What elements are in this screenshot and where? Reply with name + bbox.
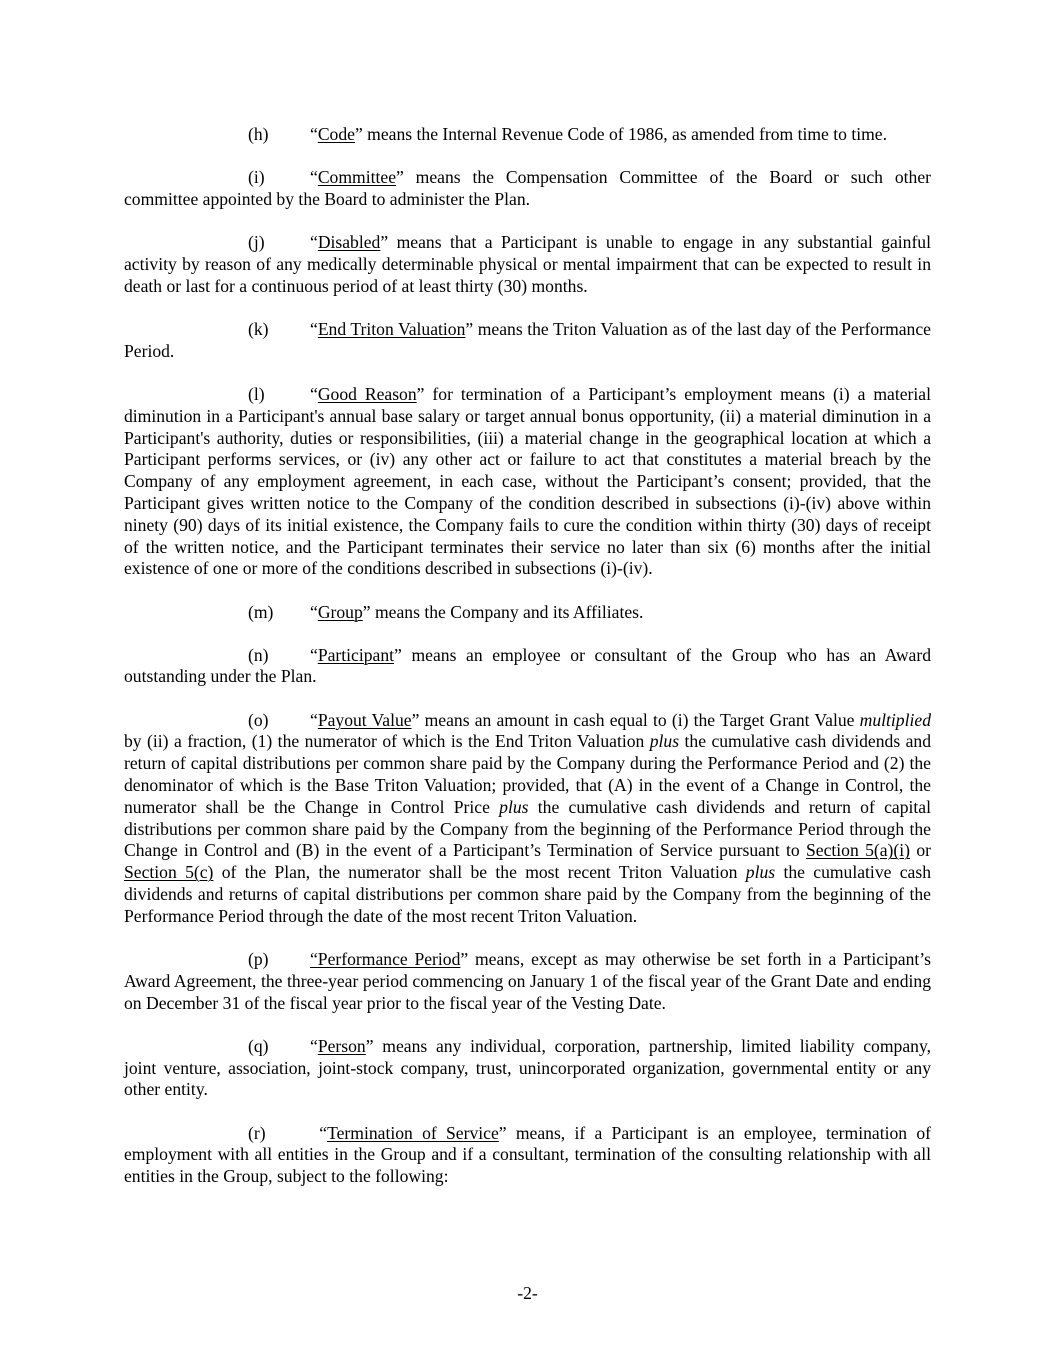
definition-disabled [124,232,931,297]
defined-term: Good Reason [317,383,417,404]
definition-text: ” means that a Participant is unable to engage in any substantial gainful activity by reason of any medically determinable physical or mental impairment that can be expected to result in death or last for a continuous period of at least thirty (30) months. [124,232,931,296]
defined-term: Committee [317,167,396,188]
definition-performance-period [124,949,931,1014]
definition-participant [124,645,931,689]
emphasis-plus: plus [649,731,680,752]
definition-text: ” means an employee or consultant of the Group who has an Award outstanding under the Plan. [124,644,931,687]
definition-text: the cumulative cash dividends and return of capital distributions per common share paid by the Company during the Performance Period and (2) the denominator of which is the Base Triton Valuation; provided, that (A) in the event of a Change in Control, the numerator shall be the Change in Control Price [124,731,932,817]
definition-text: ” means any individual, corporation, partnership, limited liability company, joint venture, association, joint-stock company, trust, unincorporated organization, governmental entity or any other entity. [124,1035,931,1100]
definition-text: of the Plan, the numerator shall be the most recent Triton Valuation [213,862,746,883]
definition-label: (h) [248,124,269,144]
definition-text: ” means the Company and its Affiliates. [362,601,644,622]
section-reference: Section 5(c) [124,862,214,883]
defined-term: Participant [317,644,395,665]
page-number: -2- [517,1283,538,1303]
definition-good-reason [124,384,931,580]
defined-term: End Triton Valuation [317,318,466,339]
defined-term: Code [317,124,355,144]
definition-group [124,602,931,624]
definition-label: (p) [248,949,269,970]
definition-label: (j) [248,232,265,253]
definition-text: the cumulative cash dividends and returns of capital distributions per common share paid by the Company from the beginning of the Performance Period through the date of the most recent Triton Valuation. [124,862,932,926]
defined-term: Disabled [317,232,381,253]
definition-text: ” means an amount in cash equal to (i) the Target Grant Value [411,709,860,730]
definition-label: (k) [248,318,269,339]
definition-text: ” means, except as may otherwise be set forth in a Participant’s Award Agreement, the three-year period commencing on January 1 of the fiscal year of the Grant Date and ending on December 31 of the fiscal year prior to the fiscal year of the Vesting Date. [124,949,931,1013]
definition-label: (l) [248,383,265,404]
open-quote: “ [310,124,318,144]
definition-label: (i) [248,167,265,188]
definition-committee [124,167,931,211]
definition-text: or [910,840,931,861]
emphasis-plus: plus [499,796,529,817]
open-quote: “ [310,709,318,730]
open-quote: “ [310,232,318,253]
definition-payout-value [124,710,931,928]
definition-text: ” means the Internal Revenue Code of 1986, as amended from time to time. [354,124,888,144]
definition-text: by (ii) a fraction, (1) the numerator of which is the End Triton Valuation [124,731,650,752]
definition-text: ” means the Triton Valuation as of the last day of the Performance Period. [124,318,931,361]
emphasis-plus: plus [745,862,776,883]
section-reference: Section 5(a)(i) [805,840,911,861]
definition-text: the cumulative cash dividends and return of capital distributions per common share paid by the Company from the beginning of the Performance Period through the Change in Control and (B) in the event of a Participant’s Termination of Service pursuant to [124,796,932,861]
definition-end-triton-valuation [124,319,931,363]
open-quote: “ [310,601,318,622]
defined-term: Person [317,1035,366,1056]
definition-text: ” means the Compensation Committee of the Board or such other committee appointed by the Board to administer the Plan. [124,167,931,209]
defined-term: Termination of Service [327,1122,499,1143]
open-quote: “ [310,318,318,339]
definition-text: ” for termination of a Participant’s employment means (i) a material diminution in a Participant's annual base salary or target annual bonus opportunity, (ii) a material diminution in a Participant's authority, duties or responsibilities, (iii) a material change in the geographical location at which a Participant performs services, or (iv) any other act or failure to act that constitutes a material breach by the Company of any employment agreement, in each case, without the Participant’s consent; provided, that the Participant gives written notice to the Company of the condition described in subsections (i)-(iv) above within ninety (90) days of its initial existence, the Company fails to cure the condition within thirty (30) days of receipt of the written notice, and the Participant terminates their service no later than six (6) months after the initial existence of one or more of the conditions described in subsections (i)-(iv). [124,383,931,579]
open-quote: “ [310,167,318,188]
definition-text: ” means, if a Participant is an employee, termination of employment with all entities in the Group and if a consultant, termination of the consulting relationship with all entities in the Group, subject to the following: [124,1122,931,1187]
open-quote: “ [310,383,318,404]
emphasis-multiplied: multiplied [859,709,931,730]
open-quote: “ [310,1122,328,1143]
definition-label: (o) [248,709,269,730]
defined-term: “Performance Period [310,949,461,970]
open-quote: “ [310,1035,318,1056]
definition-label: (r) [248,1122,266,1143]
definition-label: (m) [248,601,274,622]
definition-code [124,124,931,146]
definition-person [124,1036,931,1101]
defined-term: Group [317,601,363,622]
definition-label: (q) [248,1035,269,1056]
definition-label: (n) [248,644,269,665]
document-page [124,124,931,1209]
defined-term: Payout Value [317,709,412,730]
open-quote: “ [310,644,318,665]
definition-termination-of-service [124,1123,931,1188]
